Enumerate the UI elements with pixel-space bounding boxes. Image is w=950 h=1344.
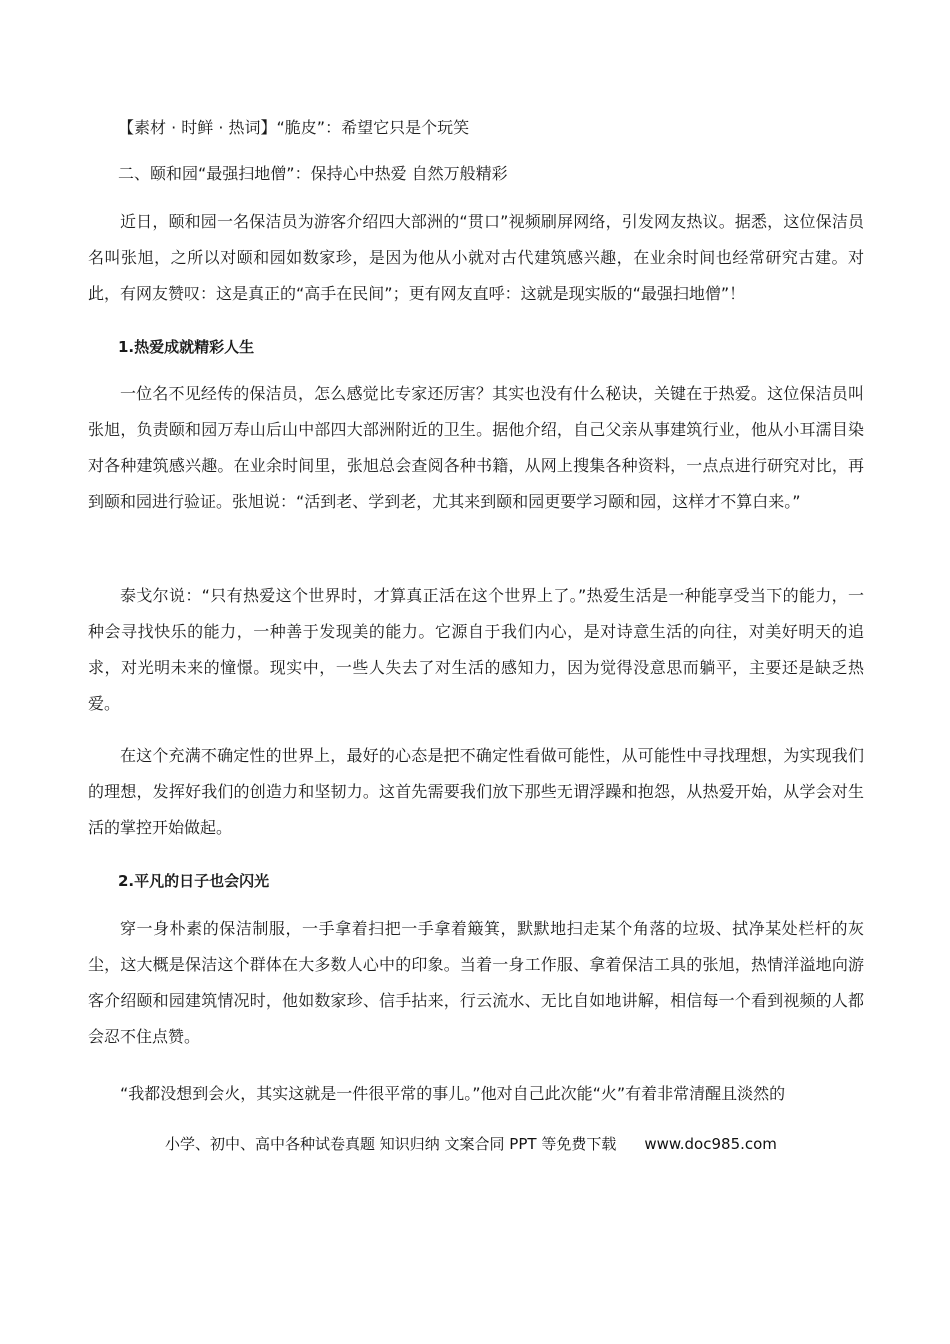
footer-url[interactable]: www.doc985.com [644, 1135, 777, 1153]
footer-text: 小学、初中、高中各种试卷真题 知识归纳 文案合同 PPT 等免费下载 [165, 1135, 617, 1153]
page-footer [165, 1133, 777, 1155]
tag-line: 【素材 · 时鲜 · 热词】“脆皮”：希望它只是个玩笑 [118, 118, 470, 137]
intro-paragraph: 近日，颐和园一名保洁员为游客介绍四大部洲的“贯口”视频刷屏网络，引发网友热议。据悉，这位保洁员名叫张旭，之所以对颐和园如数家珍，是因为他从小就对古代建筑感兴趣，在业余时间也经常研究古建。对此，有网友赞叹：这是真正的“高手在民间”；更有网友直呼：这就是现实版的“最强扫地僧”！ [88, 212, 864, 303]
section-title: 二、颐和园“最强扫地僧”：保持心中热爱 自然万般精彩 [118, 164, 508, 183]
paragraph-1: 一位名不见经传的保洁员，怎么感觉比专家还厉害？其实也没有什么秘诀，关键在于热爱。这位保洁员叫张旭，负责颐和园万寿山后山中部四大部洲附近的卫生。据他介绍，自己父亲从事建筑行业，他从小耳濡目染对各种建筑感兴趣。在业余时间里，张旭总会查阅各种书籍，从网上搜集各种资料，一点点进行研究对比，再到颐和园进行验证。张旭说：“活到老、学到老，尤其来到颐和园更要学习颐和园，这样才不算白来。” [88, 384, 864, 511]
paragraph-3: 在这个充满不确定性的世界上，最好的心态是把不确定性看做可能性，从可能性中寻找理想，为实现我们的理想，发挥好我们的创造力和坚韧力。这首先需要我们放下那些无谓浮躁和抱怨，从热爱开始，从学会对生活的掌控开始做起。 [88, 746, 864, 837]
paragraph-5: “我都没想到会火，其实这就是一件很平常的事儿。”他对自己此次能“火”有着非常清醒且淡然的 [120, 1084, 786, 1103]
heading-2: 2.平凡的日子也会闪光 [118, 872, 270, 890]
paragraph-2: 泰戈尔说：“只有热爱这个世界时，才算真正活在这个世界上了。”热爱生活是一种能享受当下的能力，一种会寻找快乐的能力，一种善于发现美的能力。它源自于我们内心，是对诗意生活的向往，对美好明天的追求，对光明未来的憧憬。现实中，一些人失去了对生活的感知力，因为觉得没意思而躺平，主要还是缺乏热爱。 [88, 586, 864, 713]
paragraph-4: 穿一身朴素的保洁制服，一手拿着扫把一手拿着簸箕，默默地扫走某个角落的垃圾、拭净某处栏杆的灰尘，这大概是保洁这个群体在大多数人心中的印象。当着一身工作服、拿着保洁工具的张旭，热情洋溢地向游客介绍颐和园建筑情况时，他如数家珍、信手拈来，行云流水、无比自如地讲解，相信每一个看到视频的人都会忍不住点赞。 [88, 919, 864, 1046]
heading-1: 1.热爱成就精彩人生 [118, 338, 255, 356]
